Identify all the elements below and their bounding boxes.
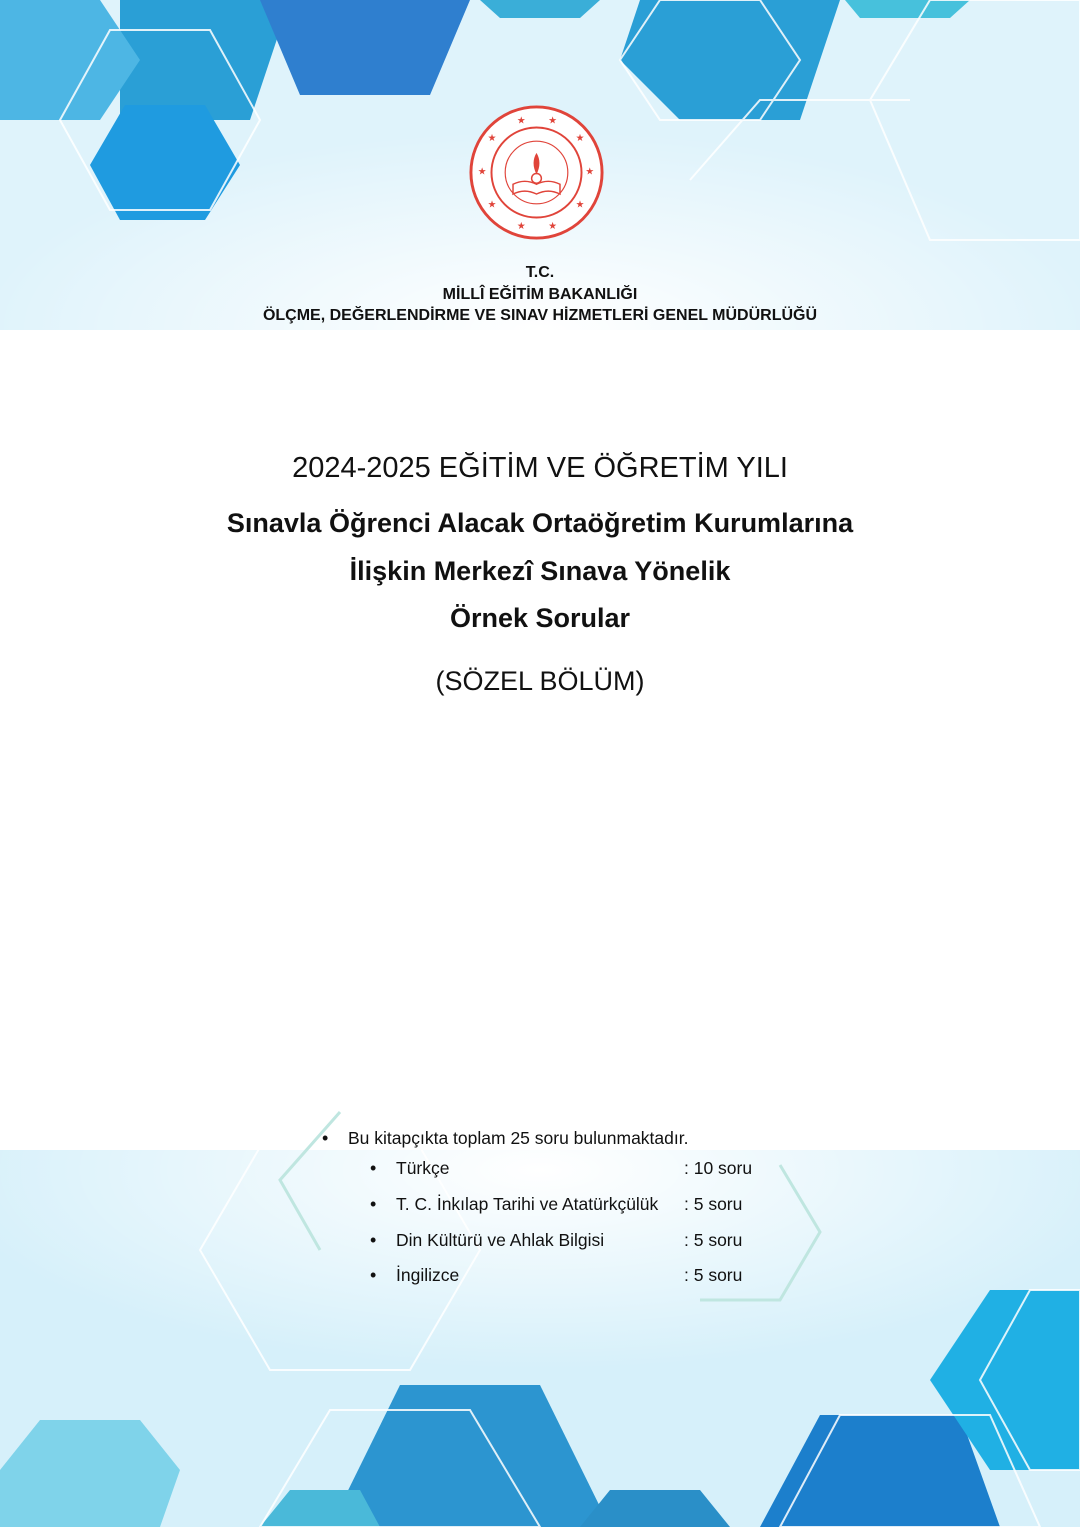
subject-item xyxy=(322,1222,752,1258)
booklet-info xyxy=(322,1125,752,1294)
subject-name: Din Kültürü ve Ahlak Bilgisi xyxy=(396,1229,605,1250)
section-title: (SÖZEL BÖLÜM) xyxy=(435,666,645,696)
title-line-2: İlişkin Merkezî Sınava Yönelik xyxy=(349,555,731,586)
bullet-icon: • xyxy=(370,1265,377,1286)
subject-name: T. C. İnkılap Tarihi ve Atatürkçülük xyxy=(396,1194,659,1215)
subject-name: İngilizce xyxy=(396,1265,460,1286)
svg-text:★: ★ xyxy=(585,166,595,178)
subject-item xyxy=(322,1151,752,1187)
summary-item xyxy=(322,1125,752,1151)
subject-item xyxy=(322,1187,752,1223)
ministry-logo-seal xyxy=(468,104,605,241)
summary-text: Bu kitapçıkta toplam 25 soru bulunmaktadır. xyxy=(348,1127,689,1148)
svg-text:★: ★ xyxy=(575,133,585,145)
svg-text:★: ★ xyxy=(487,133,497,145)
academic-year-title: 2024-2025 EĞİTİM VE ÖĞRETİM YILI xyxy=(292,452,788,484)
title-line-3: Örnek Sorular xyxy=(449,603,631,633)
document-title xyxy=(0,500,1080,643)
svg-text:★: ★ xyxy=(516,115,526,127)
header-directorate: ÖLÇME, DEĞERLENDİRME VE SINAV HİZMETLERİ GENEL MÜDÜRLÜĞÜ xyxy=(262,307,818,324)
bullet-icon: • xyxy=(370,1194,377,1215)
subject-count: : 10 soru xyxy=(684,1158,753,1179)
svg-text:★: ★ xyxy=(548,115,558,127)
svg-text:★: ★ xyxy=(516,221,526,233)
svg-text:★: ★ xyxy=(575,199,585,211)
header-ministry: MİLLÎ EĞİTİM BAKANLIĞI xyxy=(442,285,638,303)
header-tc: T.C. xyxy=(525,264,555,281)
issuer-header xyxy=(0,262,1080,327)
bullet-icon: • xyxy=(322,1127,329,1148)
title-line-1: Sınavla Öğrenci Alacak Ortaöğretim Kurumlarına xyxy=(226,508,854,538)
subject-count: : 5 soru xyxy=(684,1194,743,1215)
subject-name: Türkçe xyxy=(396,1158,450,1179)
subject-count: : 5 soru xyxy=(684,1265,743,1286)
svg-text:★: ★ xyxy=(487,199,497,211)
bullet-icon: • xyxy=(370,1229,377,1250)
subject-count: : 5 soru xyxy=(684,1229,743,1250)
svg-text:★: ★ xyxy=(477,166,487,178)
svg-text:★: ★ xyxy=(548,221,558,233)
subject-item xyxy=(322,1258,752,1294)
bullet-icon: • xyxy=(370,1158,377,1179)
